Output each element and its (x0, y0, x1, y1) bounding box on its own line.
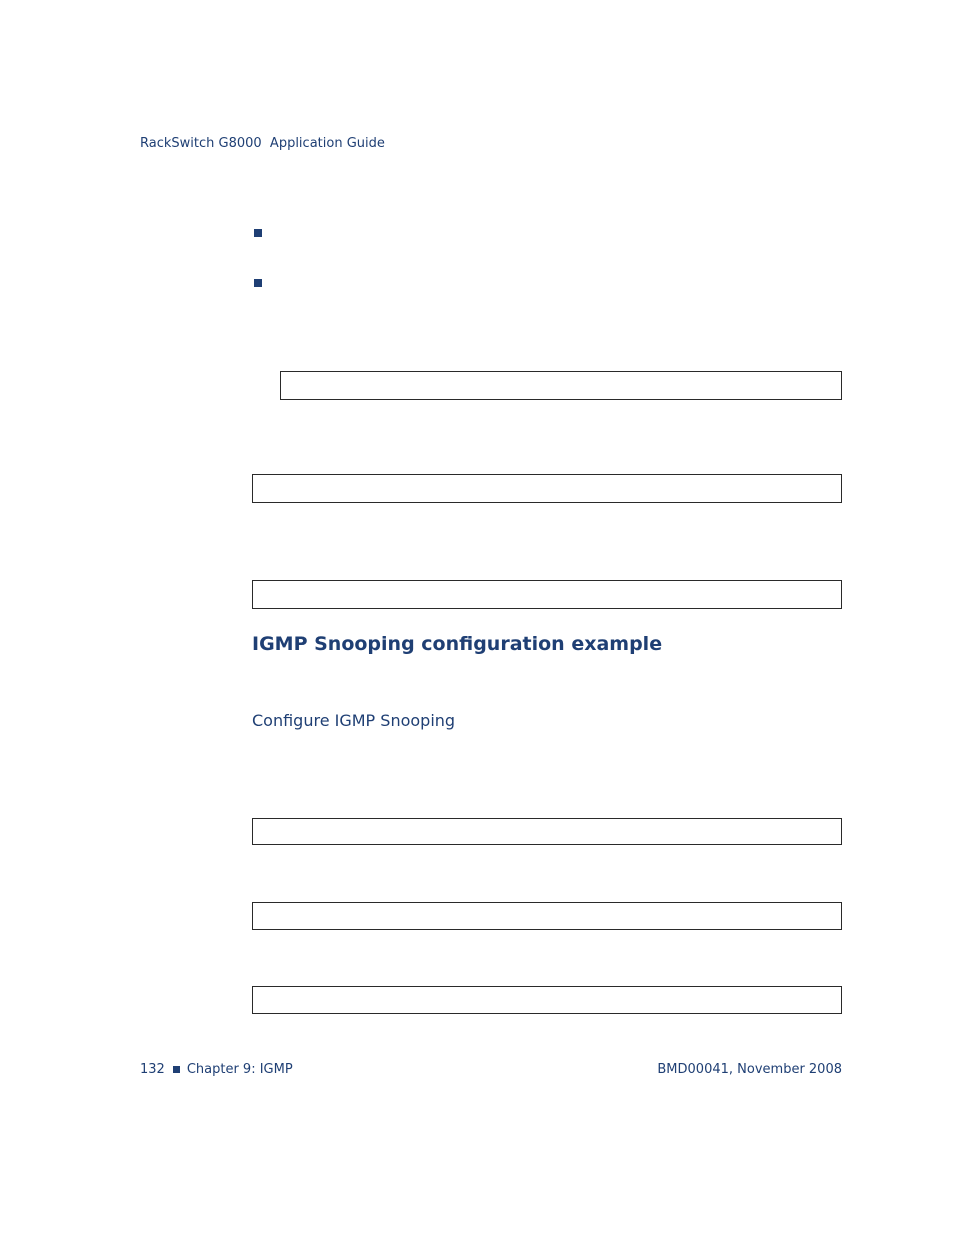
chapter-label: Chapter 9: IGMP (186, 1062, 293, 1077)
bullet-square-icon (254, 229, 262, 237)
bullet-square-icon (254, 279, 262, 287)
page-number: 132 (140, 1062, 165, 1077)
command-box (252, 818, 842, 845)
command-box (252, 902, 842, 930)
command-box (252, 580, 842, 609)
page-footer-left (140, 1062, 293, 1077)
running-header: RackSwitch G8000 Application Guide (140, 136, 385, 151)
document-id: BMD00041, November 2008 (657, 1062, 842, 1077)
command-box (252, 474, 842, 503)
command-box (280, 371, 842, 400)
command-box (252, 986, 842, 1014)
section-heading: IGMP Snooping configuration example (252, 633, 663, 655)
subsection-heading: Configure IGMP Snooping (252, 711, 456, 730)
separator-square-icon (173, 1066, 180, 1073)
